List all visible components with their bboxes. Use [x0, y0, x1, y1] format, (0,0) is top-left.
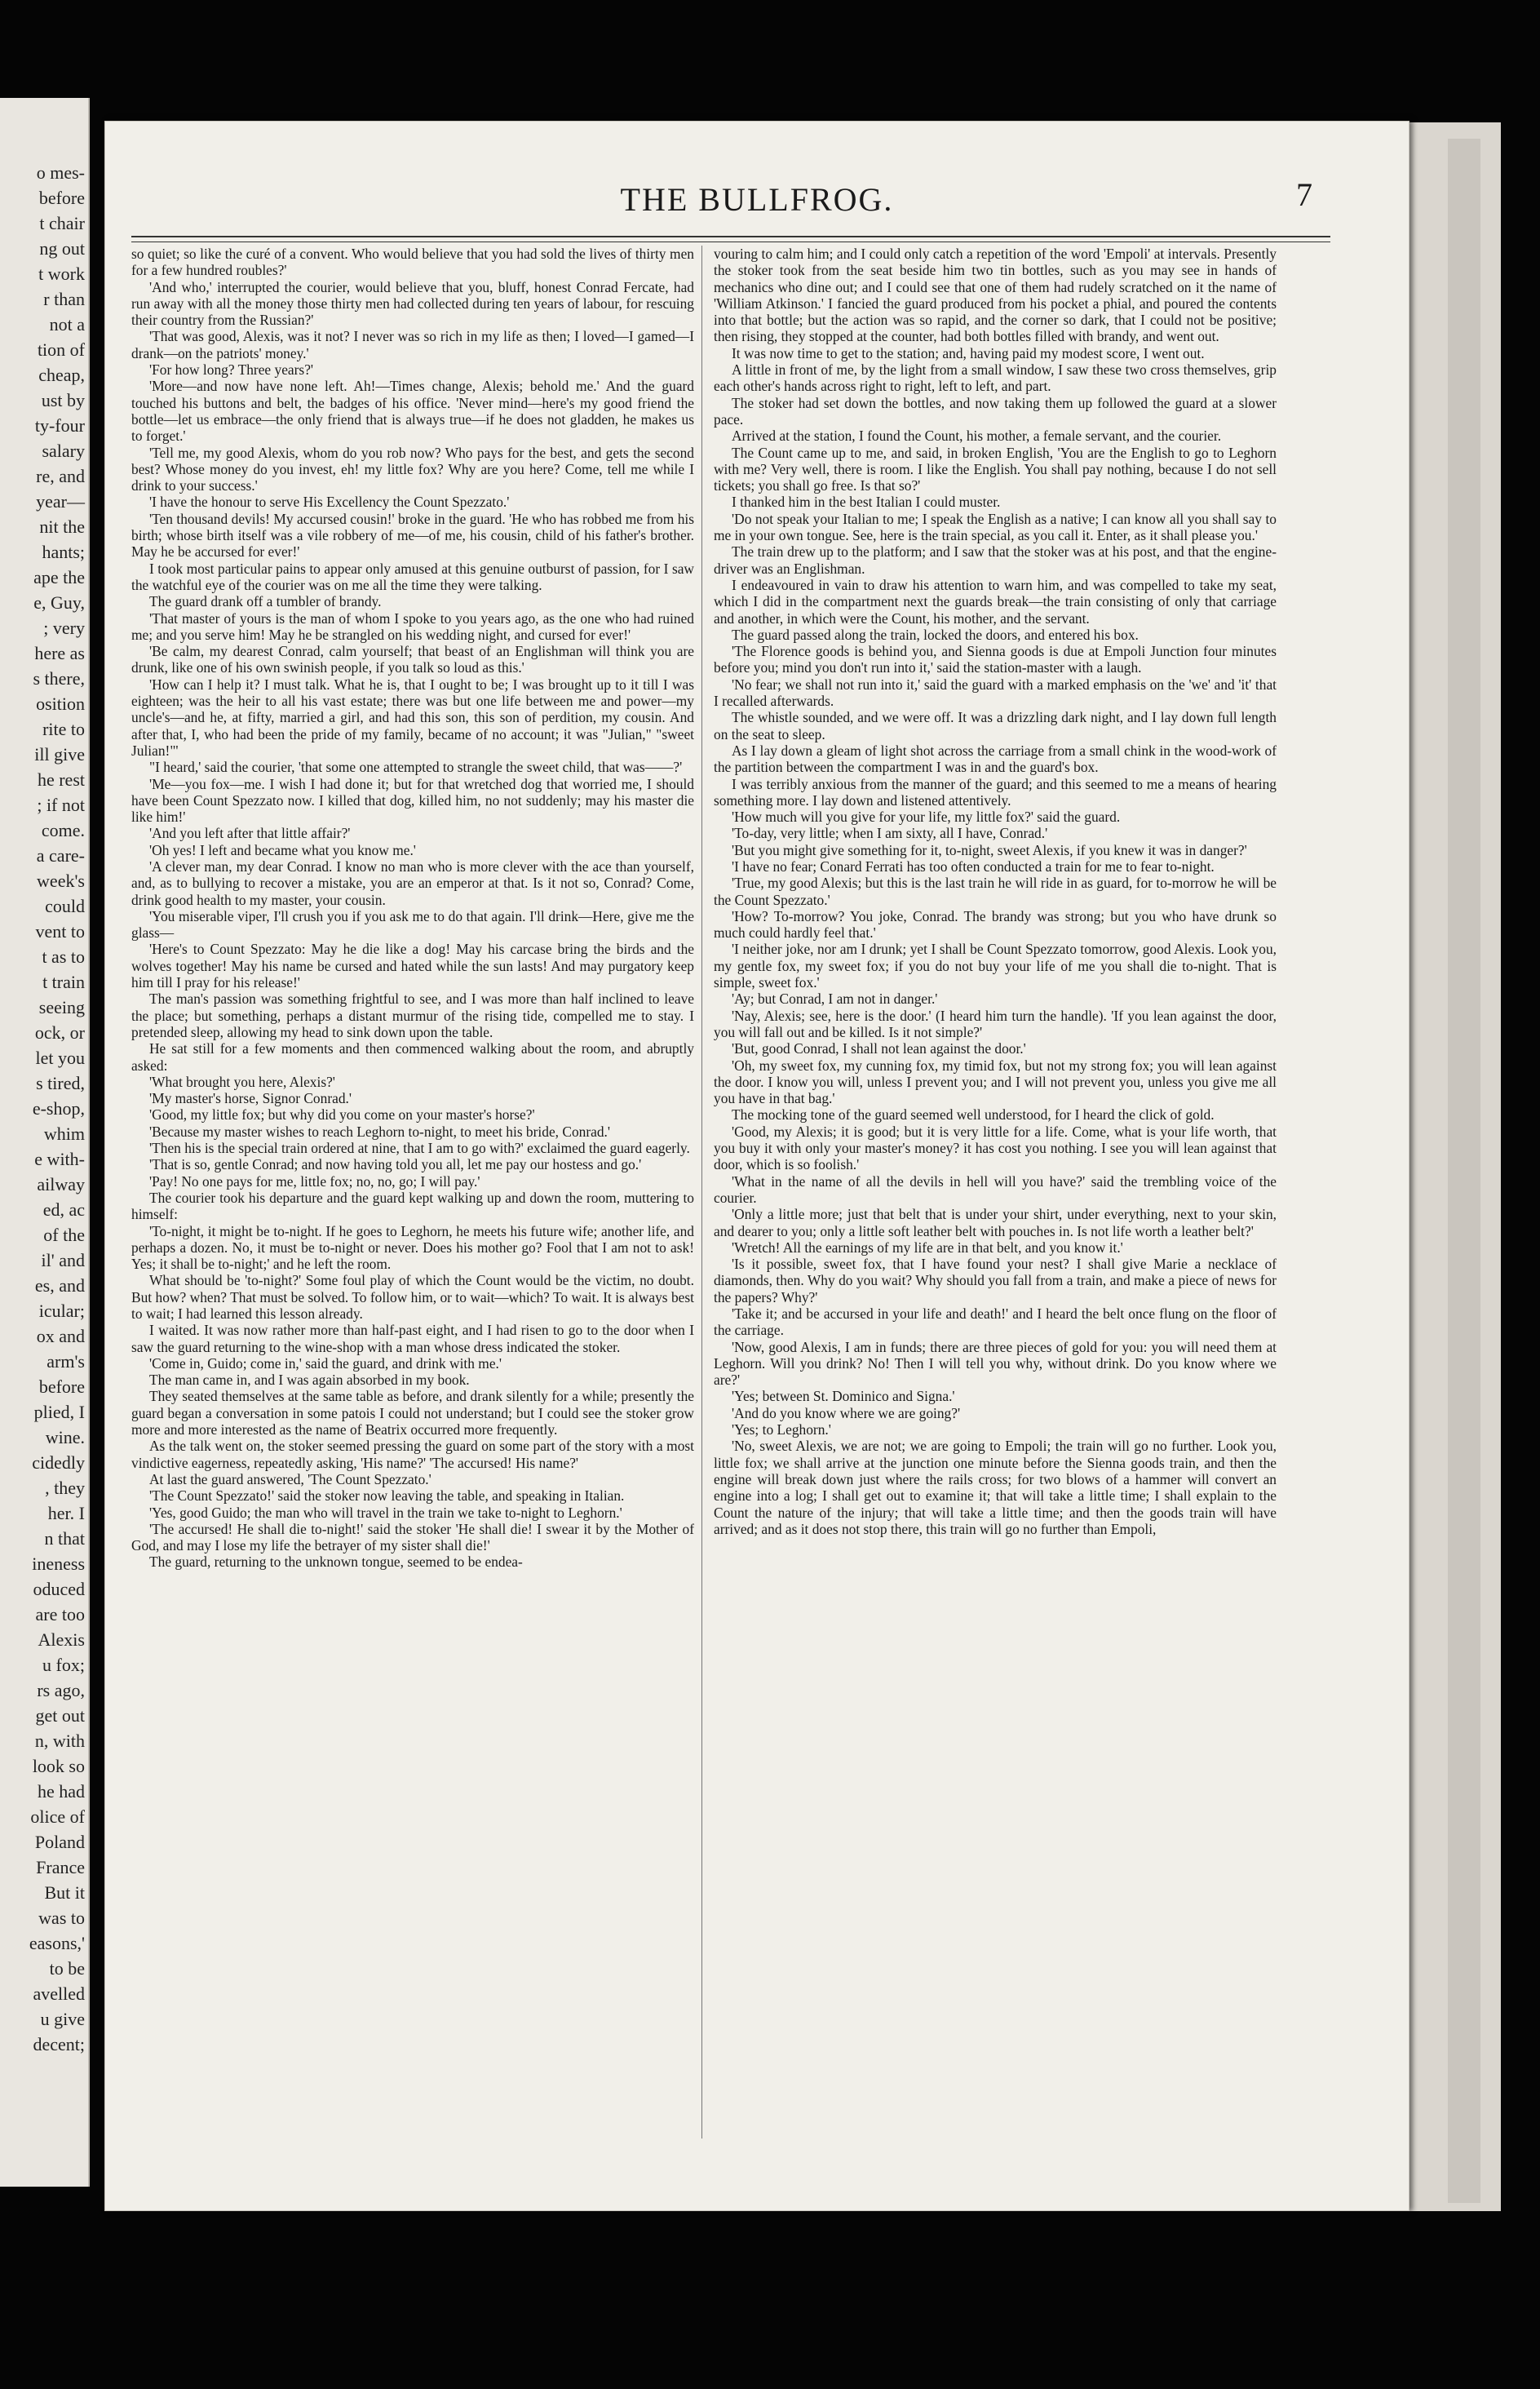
paragraph: 'And who,' interrupted the courier, would believe that you, bluff, honest Conrad Fercate, had run away with all the money those thirty men had collected during ten years of labour, for rescuing their country from the Russian?' — [131, 278, 694, 329]
paragraph: 'Me—you fox—me. I wish I had done it; but for that wretched dog that worried me, I should have been Count Spezzato now. I killed that dog, killed him, no not suddenly; may his master die like him!' — [131, 775, 694, 826]
paragraph: The man came in, and I was again absorbed in my book. — [149, 1372, 470, 1389]
fragment-line: ty-four — [34, 415, 85, 436]
paragraph: A little in front of me, by the light from a small window, I saw these two cross themselves, grip each other's hands across right to right, left to left, and part. — [714, 361, 1277, 395]
fragment-line: , they — [45, 1478, 85, 1498]
paragraph: 'Tell me, my good Alexis, whom do you rob now? Who pays for the best, and gets the second best? Whose money do you invest, eh! my little fox? Why are you here? Come, tell me while I drink to your success.' — [131, 444, 694, 494]
paragraph: The guard drank off a tumbler of brandy. — [149, 593, 382, 610]
paragraph: 'Ten thousand devils! My accursed cousin!' broke in the guard. 'He who has robbed me from his birth; whose birth itself was a vile robbery of me—of me, his cousin, child of his father's brother. May he be accursed for ever!' — [131, 510, 694, 561]
paragraph: The guard, returning to the unknown tongue, seemed to be endea- — [149, 1554, 523, 1571]
paragraph: Arrived at the station, I found the Count, his mother, a female servant, and the courier. — [732, 428, 1222, 445]
fragment-line: here as — [34, 643, 85, 663]
paragraph: 'The Florence goods is behind you, and Sienna goods is due at Empoli Junction four minutes before you; mind you don't run into it,' said the station-master with a laugh. — [714, 643, 1277, 676]
fragment-line: cheap, — [38, 365, 85, 385]
header-rule — [131, 236, 1330, 242]
paragraph: 'How can I help it? I must talk. What he is, that I ought to be; I was brought up to it till I was eighteen; was the heir to all his vast estate; there was but one life between me and power—my uncle's—and he, at fifty, married a girl, and had this son, this son of perdition, my cousin. And after that, I, who had been the pride of my family, became of no account; it was "Julian," "sweet Julian!"' — [131, 676, 694, 759]
fragment-line: Poland — [34, 1832, 85, 1852]
paragraph: I was terribly anxious from the manner of the guard; and this seemed to me a means of hearing something more. I lay down and listened attentively. — [714, 775, 1277, 809]
paragraph: 'The Count Spezzato!' said the stoker now leaving the table, and speaking in Italian. — [149, 1487, 625, 1505]
fragment-line: rite to — [42, 719, 85, 739]
paragraph: The Count came up to me, and said, in broken English, 'You are the English to go to Leghorn with me? Very well, there is room. I like the English. You shall pay nothing, because I do not sell tickets; you shall go free. Is that so?' — [714, 444, 1277, 494]
fragment-line: ed, ac — [42, 1199, 85, 1220]
paragraph: so quiet; so like the curé of a convent. Who would believe that you had sold the lives of thirty men for a few hundred roubles?' — [131, 246, 694, 279]
fragment-line: arm's — [46, 1351, 85, 1372]
fragment-line: Alexis — [38, 1629, 85, 1650]
paragraph: As I lay down a gleam of light shot across the carriage from a small chink in the wood-work of the partition between the compartment I was in and the guard's box. — [714, 742, 1277, 776]
paragraph: It was now time to get to the station; and, having paid my modest score, I went out. — [732, 344, 1205, 361]
page-number: 7 — [1296, 176, 1312, 213]
paragraph: The stoker had set down the bottles, and now taking them up followed the guard at a slower pace. — [714, 394, 1277, 428]
fragment-line: are too — [35, 1604, 85, 1624]
paragraph: 'Only a little more; just that belt that is under your shirt, under everything, next to your skin, and dearer to you; only a little soft leather belt with pouches in. Is not life worth a leather belt?' — [714, 1206, 1277, 1239]
paragraph: He sat still for a few moments and then commenced walking about the room, and abruptly asked: — [131, 1040, 694, 1074]
paragraph: 'A clever man, my dear Conrad. I know no man who is more clever with the ace than yourself, and, as to bullying to recover a mistake, you are an emperor at that. Is it not so, Conrad? Come, drink good health to my master, your cousin. — [131, 858, 694, 908]
fragment-line: seeing — [38, 997, 85, 1017]
fragment-line: was to — [38, 1908, 85, 1928]
paragraph: 'Yes, good Guido; the man who will travel in the train we take to-night to Leghorn.' — [149, 1504, 622, 1521]
paragraph: 'To-night, it might be to-night. If he goes to Leghorn, he meets his future wife; another life, and perhaps a dozen. No, it must be to-night or never. Does his mother go? Fool that I am not to ask! Yes; it shall be to-night;' and he left the room. — [131, 1222, 694, 1273]
fragment-line: tion of — [37, 339, 85, 360]
paragraph: 'No fear; we shall not run into it,' said the guard with a marked emphasis on the 'we' and 'it' that I recalled afterwards. — [714, 676, 1277, 710]
paragraph: I took most particular pains to appear only amused at this genuine outburst of passion, for I saw the watchful eye of the courier was on me all the time they were talking. — [131, 560, 694, 593]
paragraph: 'More—and now have none left. Ah!—Times change, Alexis; behold me.' And the guard touched his buttons and belt, the badges of his office. 'Never mind—here's my good friend the bottle—let us embrace—the only friend that is always true—if he does not gladden, he makes us to forget.' — [131, 378, 694, 445]
fragment-line: o mes- — [36, 162, 85, 183]
paragraph: 'I have the honour to serve His Excellency the Count Spezzato.' — [149, 494, 510, 511]
fragment-line: France — [36, 1857, 85, 1877]
fragment-line: il' and — [41, 1250, 85, 1270]
fragment-line: before — [38, 188, 85, 208]
paragraph: 'Here's to Count Spezzato: May he die like a dog! May his carcase bring the birds and the wolves together! May his name be cursed and hated while the sun lasts! And may purgatory keep him till I pray for his release!' — [131, 941, 694, 991]
fragment-line: ; if not — [37, 795, 85, 815]
fragment-line: s there, — [33, 668, 85, 689]
text-column-right — [714, 246, 1277, 2171]
paragraph: 'That master of yours is the man of whom I spoke to you years ago, as the one who had ruined me; and you serve him! May he be strangled on his wedding night, and cursed for ever!' — [131, 609, 694, 643]
fragment-line: avelled — [33, 1983, 85, 2004]
paragraph: 'Because my master wishes to reach Leghorn to-night, to meet his bride, Conrad.' — [149, 1123, 611, 1140]
fragment-line: es, and — [34, 1275, 85, 1296]
fragment-line: olice of — [30, 1806, 85, 1827]
fragment-line: vent to — [35, 921, 85, 942]
paragraph: 'And you left after that little affair?' — [149, 825, 351, 842]
paragraph: They seated themselves at the same table as before, and drank silently for a while; presently the guard began a conversation in some patois I could not understand; but I could see the stoker grow more and more interested as the name of Beatrix occurred more frequently. — [131, 1388, 694, 1438]
paragraph: 'To-day, very little; when I am sixty, all I have, Conrad.' — [732, 825, 1048, 842]
fragment-line: ailway — [37, 1174, 85, 1194]
paragraph: The man's passion was something frightful to see, and I was more than half inclined to leave the place; but something, perhaps a distant murmur of the rising tide, compelled me to stay. I pretended sleep, allowing my head to sink down upon the table. — [131, 991, 694, 1040]
paragraph: 'True, my good Alexis; but this is the last train he will ride in as guard, for to-morrow he will be the Count Spezzato.' — [714, 875, 1277, 908]
paragraph: 'And do you know where we are going?' — [732, 1404, 961, 1421]
paragraph: 'Pay! No one pays for me, little fox; no, no, go; I will pay.' — [149, 1172, 480, 1190]
paragraph: 'No, sweet Alexis, we are not; we are going to Empoli; the train will go no further. Look you, little fox; we shall arrive at the junction one minute before the Sienna goods train, and then the engine will break down just where the rails cross; for two blows of a hammer will convert an engine into a log; I shall get out to examine it; that will take a little time; I shall explain to the Count the nature of the injury; that will take a little time; and then the goods train will have arrived; and as it does not stop there, this train will go no further than Empoli, — [714, 1438, 1277, 1537]
fragment-line: t train — [42, 972, 85, 992]
fragment-line: re, and — [36, 466, 85, 486]
fragment-line: osition — [36, 694, 85, 714]
paragraph: 'I neither joke, nor am I drunk; yet I shall be Count Spezzato tomorrow, good Alexis. Look you, my gentle fox, my sweet fox; if you do not buy your life of me you shall die to-night. That is simple, sweet fox.' — [714, 941, 1277, 991]
fragment-line: get out — [35, 1705, 85, 1726]
paragraph: As the talk went on, the stoker seemed pressing the guard on some part of the story with a most vindictive eagerness, repeatedly asking, 'His name?' 'The accursed! His name?' — [131, 1438, 694, 1471]
paragraph: 'I have no fear; Conard Ferrati has too often conducted a train for me to fear to-night. — [732, 858, 1215, 875]
paragraph: "I heard,' said the courier, 'that some one attempted to strangle the sweet child, that was——?' — [149, 759, 683, 776]
paragraph: At last the guard answered, 'The Count Spezzato.' — [149, 1470, 431, 1487]
fragment-line: let you — [35, 1048, 85, 1068]
paragraph: The mocking tone of the guard seemed well understood, for I heard the click of gold. — [732, 1106, 1215, 1124]
fragment-line: could — [45, 896, 85, 916]
paragraph: 'What in the name of all the devils in hell will you have?' said the trembling voice of the courier. — [714, 1172, 1277, 1206]
fragment-line: e, Guy, — [33, 592, 85, 613]
fragment-line: n that — [44, 1528, 85, 1549]
paragraph: 'Yes; to Leghorn.' — [732, 1421, 831, 1438]
fragment-line: come. — [41, 820, 85, 840]
fragment-line: wine. — [45, 1427, 85, 1447]
fragment-line: he had — [37, 1781, 85, 1802]
fragment-line: nit the — [39, 516, 85, 537]
fragment-line: ust by — [41, 390, 85, 410]
fragment-line: plied, I — [33, 1402, 85, 1422]
fragment-line: u give — [40, 2009, 85, 2029]
fragment-line: ineness — [32, 1554, 85, 1574]
fragment-line: rs ago, — [37, 1680, 85, 1700]
paragraph: 'You miserable viper, I'll crush you if you ask me to do that again. I'll drink—Here, give me the glass— — [131, 907, 694, 942]
fragment-line: hants; — [42, 542, 85, 562]
fragment-line: icular; — [38, 1301, 85, 1321]
fragment-line: n, with — [34, 1731, 85, 1751]
fragment-line: But it — [44, 1882, 85, 1903]
paragraph: I waited. It was now rather more than half-past eight, and I had risen to go to the door when I saw the guard returning to the wine-shop with a man whose dress indicated the stoker. — [131, 1322, 694, 1355]
fragment-line: a care- — [36, 845, 85, 866]
paragraph: 'Take it; and be accursed in your life and death!' and I heard the belt once flung on the floor of the carriage. — [714, 1305, 1277, 1339]
paragraph: The train drew up to the platform; and I saw that the stoker was at his post, and that the engine-driver was an Englishman. — [714, 543, 1277, 577]
adjacent-page-fragment — [0, 98, 90, 2187]
fragment-line: decent; — [33, 2034, 85, 2054]
paragraph: The guard passed along the train, locked the doors, and entered his box. — [732, 626, 1139, 643]
paragraph: What should be 'to-night?' Some foul play of which the Count would be the victim, no doubt. But how? when? That must be solved. To follow him, or to wait—which? To wait. It is always best to wait; I had learned this lesson already. — [131, 1272, 694, 1322]
fragment-line: he rest — [37, 769, 85, 790]
newspaper-page — [104, 121, 1409, 2211]
paragraph: 'Come in, Guido; come in,' said the guard, and drink with me.' — [149, 1354, 502, 1372]
fragment-line: r than — [43, 289, 85, 309]
paragraph: 'Good, my little fox; but why did you come on your master's horse?' — [149, 1106, 535, 1124]
paragraph: 'Wretch! All the earnings of my life are in that belt, and you know it.' — [732, 1239, 1123, 1256]
paragraph: 'But, good Conrad, I shall not lean against the door.' — [732, 1040, 1026, 1057]
paragraph: 'Now, good Alexis, I am in funds; there are three pieces of gold for you: you will need them at Leghorn. Will you drink? No! Then I will tell you why, without drink. Do you know where we are?' — [714, 1338, 1277, 1389]
paragraph: 'But you might give something for it, to-night, sweet Alexis, if you knew it was in danger?' — [732, 841, 1247, 858]
paragraph: 'Yes; between St. Dominico and Signa.' — [732, 1388, 955, 1405]
fragment-line: u fox; — [42, 1655, 85, 1675]
paragraph: vouring to calm him; and I could only catch a repetition of the word 'Empoli' at intervals. Presently the stoker took from the seat beside him two tin bottles, such as you may see in hands of mechanics who dine out; and I could see that one of them had rudely scratched on it the name of 'William Atkinson.' I fancied the guard produced from his pocket a phial, and poured the contents into that bottle; but the action was so rapid, and the corner so dark, that I could not be positive; then rising, they stopped at the counter, had both bottles filled with brandy, and went out. — [714, 246, 1277, 345]
paragraph: 'My master's horse, Signor Conrad.' — [149, 1090, 352, 1107]
fragment-line: salary — [42, 441, 85, 461]
paragraph: The courier took his departure and the guard kept walking up and down the room, muttering to himself: — [131, 1189, 694, 1223]
paragraph: 'The accursed! He shall die to-night!' said the stoker 'He shall die! I swear it by the Mother of God, and may I lose my life the betrayer of my sister shall die!' — [131, 1520, 694, 1554]
paragraph: 'How much will you give for your life, my little fox?' said the guard. — [732, 809, 1121, 826]
paragraph: 'What brought you here, Alexis?' — [149, 1073, 335, 1090]
fragment-line: ape the — [33, 567, 85, 587]
paragraph: 'How? To-morrow? You joke, Conrad. The brandy was strong; but you who have drunk so much could hardly feel that.' — [714, 907, 1277, 942]
fragment-line: look so — [32, 1756, 85, 1776]
paragraph: 'Oh, my sweet fox, my cunning fox, my timid fox, but not my strong fox; you will lean against the door. I know you will, unless I prevent you; and I will not prevent you, unless you give me all you have in that bag.' — [714, 1057, 1277, 1107]
page-header — [105, 176, 1409, 229]
paragraph: 'Good, my Alexis; it is good; but it is very little for a life. Come, what is your life worth, that you buy it with only your master's money? it has cost you nothing. I see you will lean against that door, which is so foolish.' — [714, 1123, 1277, 1173]
paragraph: 'Do not speak your Italian to me; I speak the English as a native; I can know all you shall say to me in your own tongue. See, here is the train special, as you call it. Enter, as it shall please you.' — [714, 510, 1277, 544]
paragraph: 'For how long? Three years?' — [149, 361, 314, 379]
fragment-line: oduced — [33, 1579, 85, 1599]
column-divider — [701, 246, 702, 2139]
page-stack-edge-inner — [1448, 139, 1480, 2203]
fragment-line: cidedly — [32, 1452, 85, 1473]
fragment-line: not a — [49, 314, 85, 335]
paragraph: I endeavoured in vain to draw his attention to warn him, and was compelled to take my seat, which I did in the compartment next the guards break—the train consisting of only that carriage and another, in which were the Count, his mother, and the servant. — [714, 576, 1277, 627]
fragment-line: s tired, — [36, 1073, 85, 1093]
fragment-line: t chair — [39, 213, 85, 233]
fragment-line: e-shop, — [32, 1098, 85, 1119]
paragraph: The whistle sounded, and we were off. It was a drizzling dark night, and I lay down full length on the seat to sleep. — [714, 709, 1277, 742]
fragment-line: ill give — [34, 744, 85, 765]
paragraph: 'Is it possible, sweet fox, that I have found your nest? I shall give Marie a necklace of diamonds, then. Why do you wait? Why should you fall from a train, and make a piece of news for the papers? Why?' — [714, 1256, 1277, 1305]
fragment-line: before — [38, 1376, 85, 1397]
fragment-line: easons,' — [29, 1933, 85, 1953]
fragment-line: week's — [37, 871, 85, 891]
fragment-line: her. I — [47, 1503, 85, 1523]
paragraph: 'Ay; but Conrad, I am not in danger.' — [732, 991, 938, 1008]
fragment-line: ng out — [39, 238, 85, 259]
fragment-line: ox and — [36, 1326, 85, 1346]
fragment-line: e with- — [34, 1149, 85, 1169]
fragment-line: year— — [36, 491, 85, 512]
fragment-line: ; very — [43, 618, 85, 638]
paragraph: 'That is so, gentle Conrad; and now having told you all, let me pay our hostess and go.' — [149, 1156, 642, 1173]
paragraph: 'Then his is the special train ordered at nine, that I am to go with?' exclaimed the guard eagerly. — [149, 1140, 690, 1157]
paragraph: I thanked him in the best Italian I could muster. — [732, 494, 1001, 511]
paragraph: 'Oh yes! I left and became what you know me.' — [149, 841, 416, 858]
fragment-line: to be — [49, 1958, 85, 1979]
paragraph: 'Be calm, my dearest Conrad, calm yourself; that beast of an Englishman will think you are drunk, like one of his own swinish people, if you talk so loud as this.' — [131, 643, 694, 676]
paragraph: 'Nay, Alexis; see, here is the door.' (I heard him turn the handle). 'If you lean against the door, you will fall out and be killed. Is it not simple?' — [714, 1007, 1277, 1040]
paragraph: 'That was good, Alexis, was it not? I never was so rich in my life as then; I loved—I gamed—I drank—on the patriots' money.' — [131, 328, 694, 361]
masthead-title: THE BULLFROG. — [620, 181, 894, 218]
fragment-line: t as to — [42, 946, 85, 967]
fragment-line: whim — [43, 1124, 85, 1144]
fragment-line: t work — [38, 264, 85, 284]
text-column-left — [131, 246, 694, 2171]
fragment-line: of the — [43, 1225, 85, 1245]
fragment-line: ock, or — [34, 1022, 85, 1043]
